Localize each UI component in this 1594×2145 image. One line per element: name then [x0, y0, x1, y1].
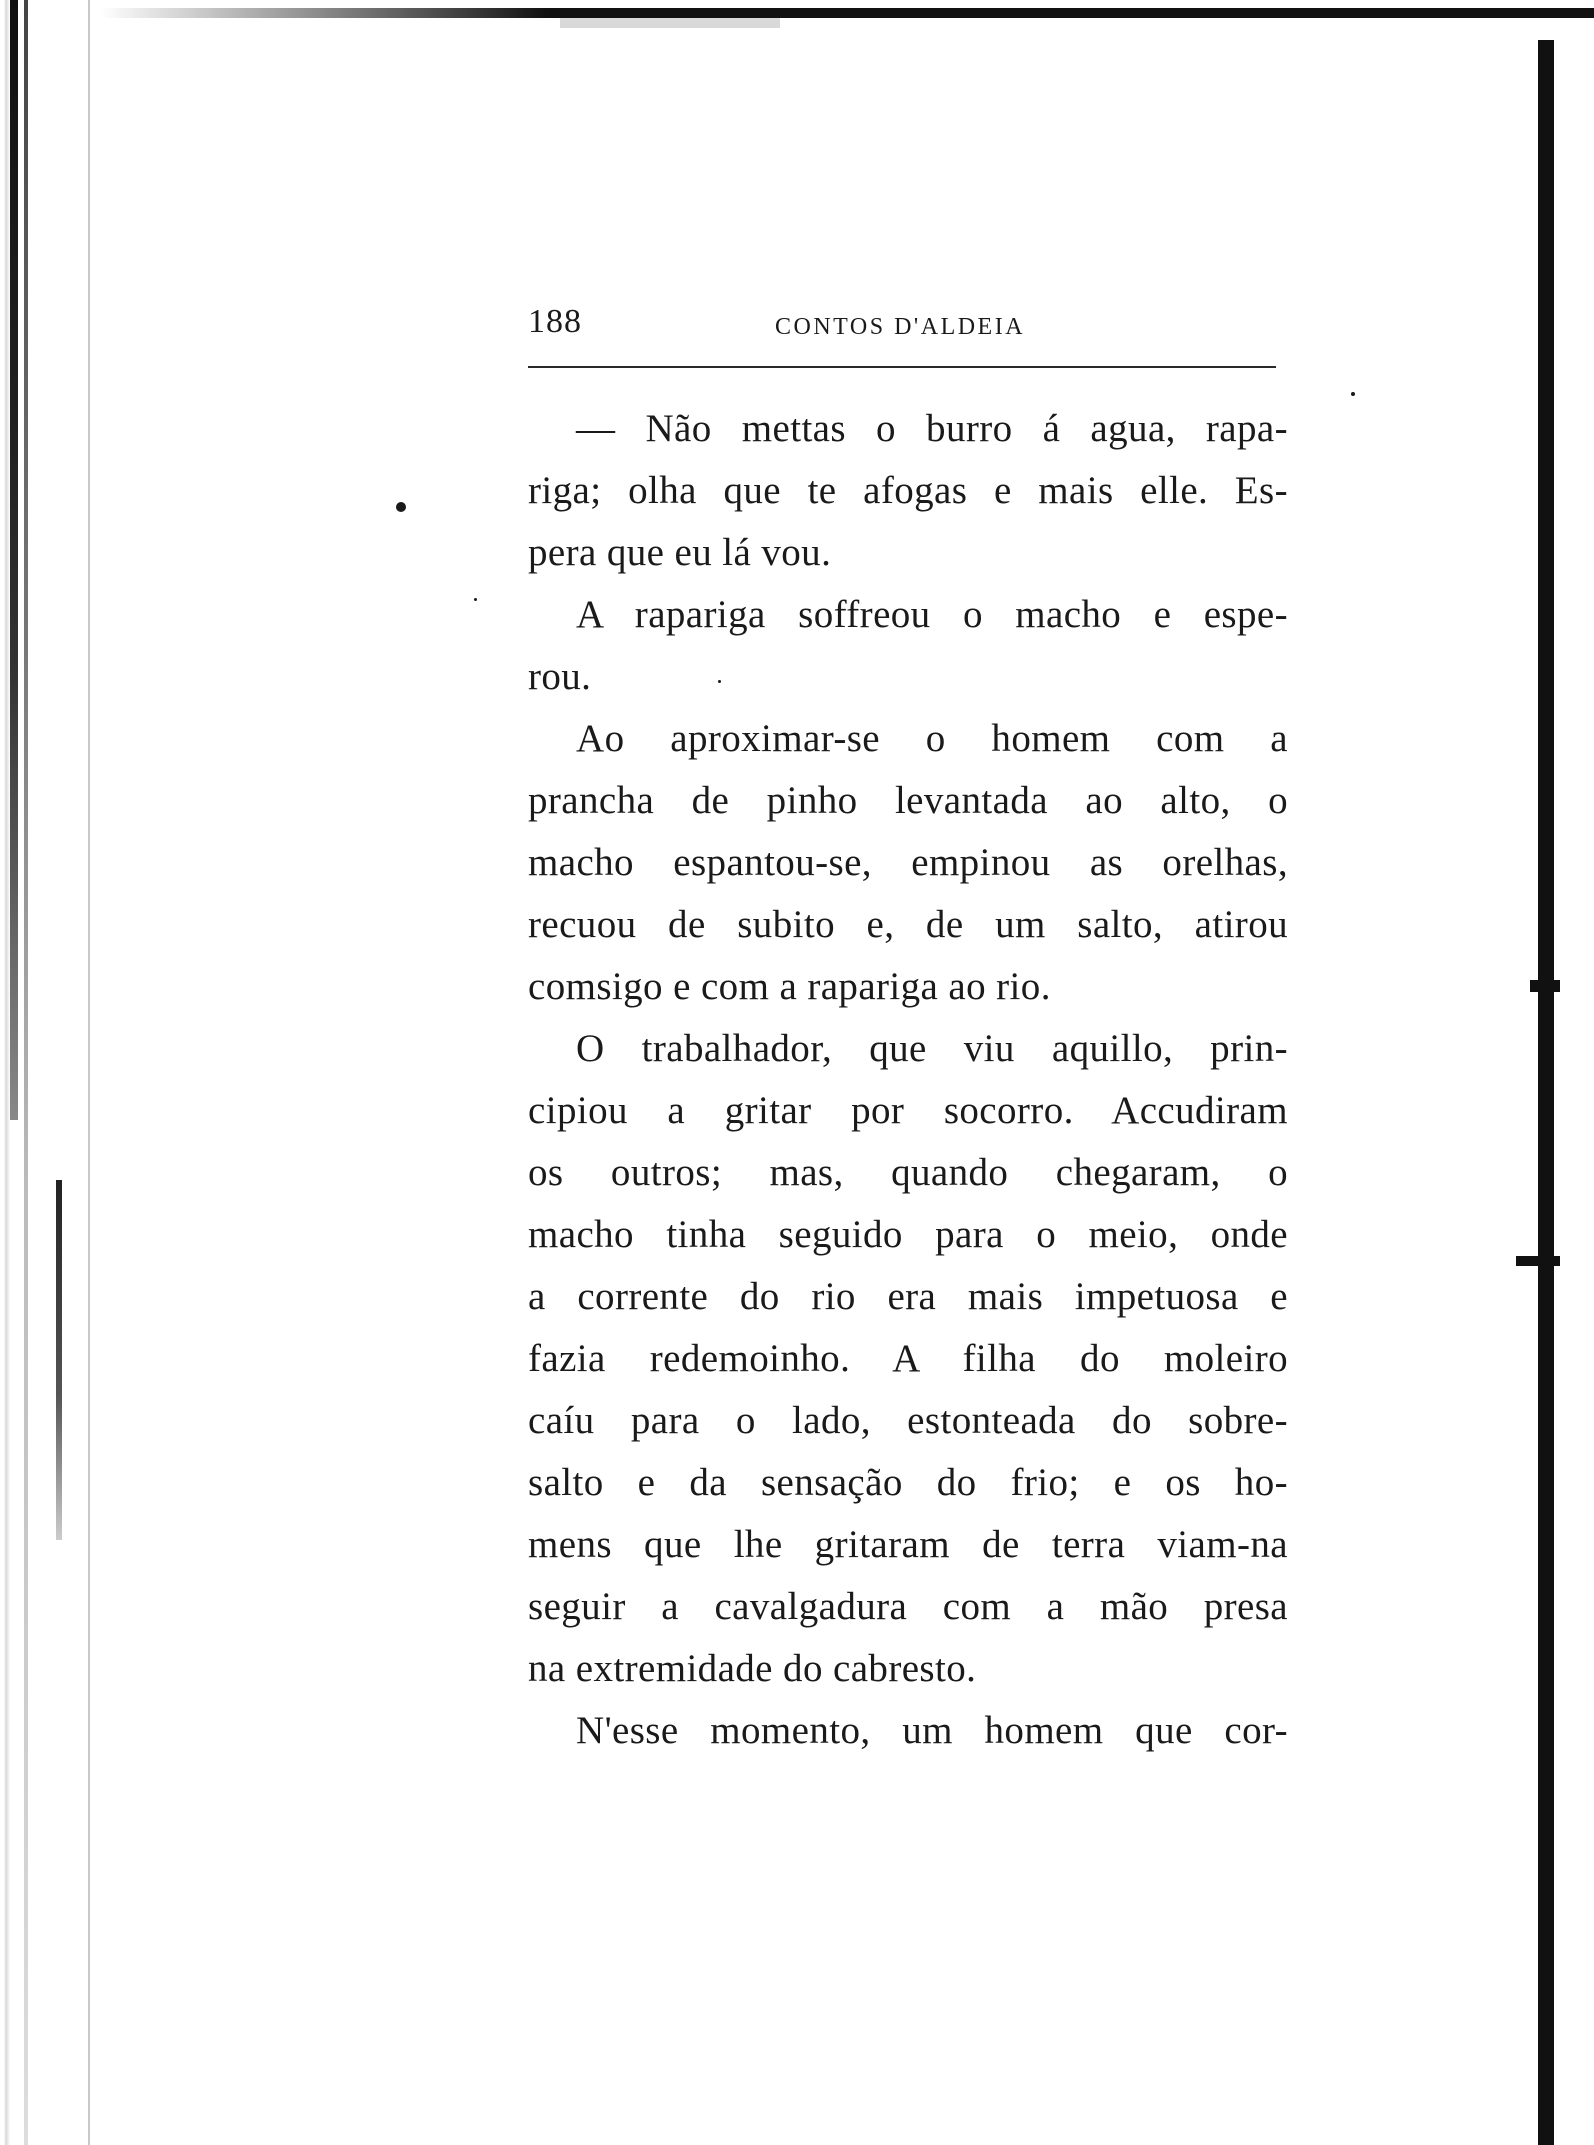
- header-rule: [528, 366, 1276, 368]
- text-line: O trabalhador, que viu aquillo, prin-: [576, 1027, 1288, 1070]
- scan-right-notch: [1530, 980, 1560, 992]
- text-line: os outros; mas, quando chegaram, o: [528, 1151, 1288, 1194]
- ink-speck: [396, 502, 406, 512]
- text-line: fazia redemoinho. A filha do moleiro: [528, 1337, 1288, 1380]
- text-line: na extremidade do cabresto.: [528, 1647, 977, 1690]
- text-line: macho tinha seguido para o meio, onde: [528, 1213, 1288, 1256]
- text-line: cipiou a gritar por socorro. Accudiram: [528, 1089, 1288, 1132]
- text-line: prancha de pinho levantada ao alto, o: [528, 779, 1288, 822]
- text-line: pera que eu lá vou.: [528, 531, 832, 574]
- scan-binding-faint-line: [88, 0, 90, 2145]
- text-line: a corrente do rio era mais impetuosa e: [528, 1275, 1288, 1318]
- scan-binding-line: [24, 0, 28, 2145]
- text-line: N'esse momento, um homem que cor-: [576, 1709, 1288, 1752]
- text-line: rou.: [528, 655, 592, 698]
- text-line: — Não mettas o burro á agua, rapa-: [576, 407, 1288, 450]
- text-line: recuou de subito e, de um salto, atirou: [528, 903, 1288, 946]
- scan-binding-shadow: [10, 0, 18, 1120]
- text-line: mens que lhe gritaram de terra viam-na: [528, 1523, 1288, 1566]
- page-number: 188: [528, 303, 582, 340]
- text-line: caíu para o lado, estonteada do sobre-: [528, 1399, 1288, 1442]
- text-line: salto e da sensação do frio; e os ho-: [528, 1461, 1288, 1504]
- running-head: CONTOS D'ALDEIA: [775, 314, 1026, 340]
- text-line: Ao aproximar-se o homem com a: [576, 717, 1288, 760]
- scan-top-edge: [100, 8, 1594, 18]
- text-line: A rapariga soffreou o macho e espe-: [576, 593, 1288, 636]
- scan-binding-mark: [56, 1180, 62, 1540]
- text-line: riga; olha que te afogas e mais elle. Es-: [528, 469, 1288, 512]
- ink-speck: [1351, 392, 1355, 396]
- ink-speck: [474, 598, 477, 601]
- text-line: comsigo e com a rapariga ao rio.: [528, 965, 1051, 1008]
- scan-right-edge: [1538, 40, 1554, 2145]
- body-text: [528, 398, 1288, 1762]
- scan-top-noise: [560, 18, 780, 28]
- text-line: seguir a cavalgadura com a mão presa: [528, 1585, 1288, 1628]
- text-line: macho espantou-se, empinou as orelhas,: [528, 841, 1288, 884]
- scan-right-notch: [1516, 1256, 1560, 1266]
